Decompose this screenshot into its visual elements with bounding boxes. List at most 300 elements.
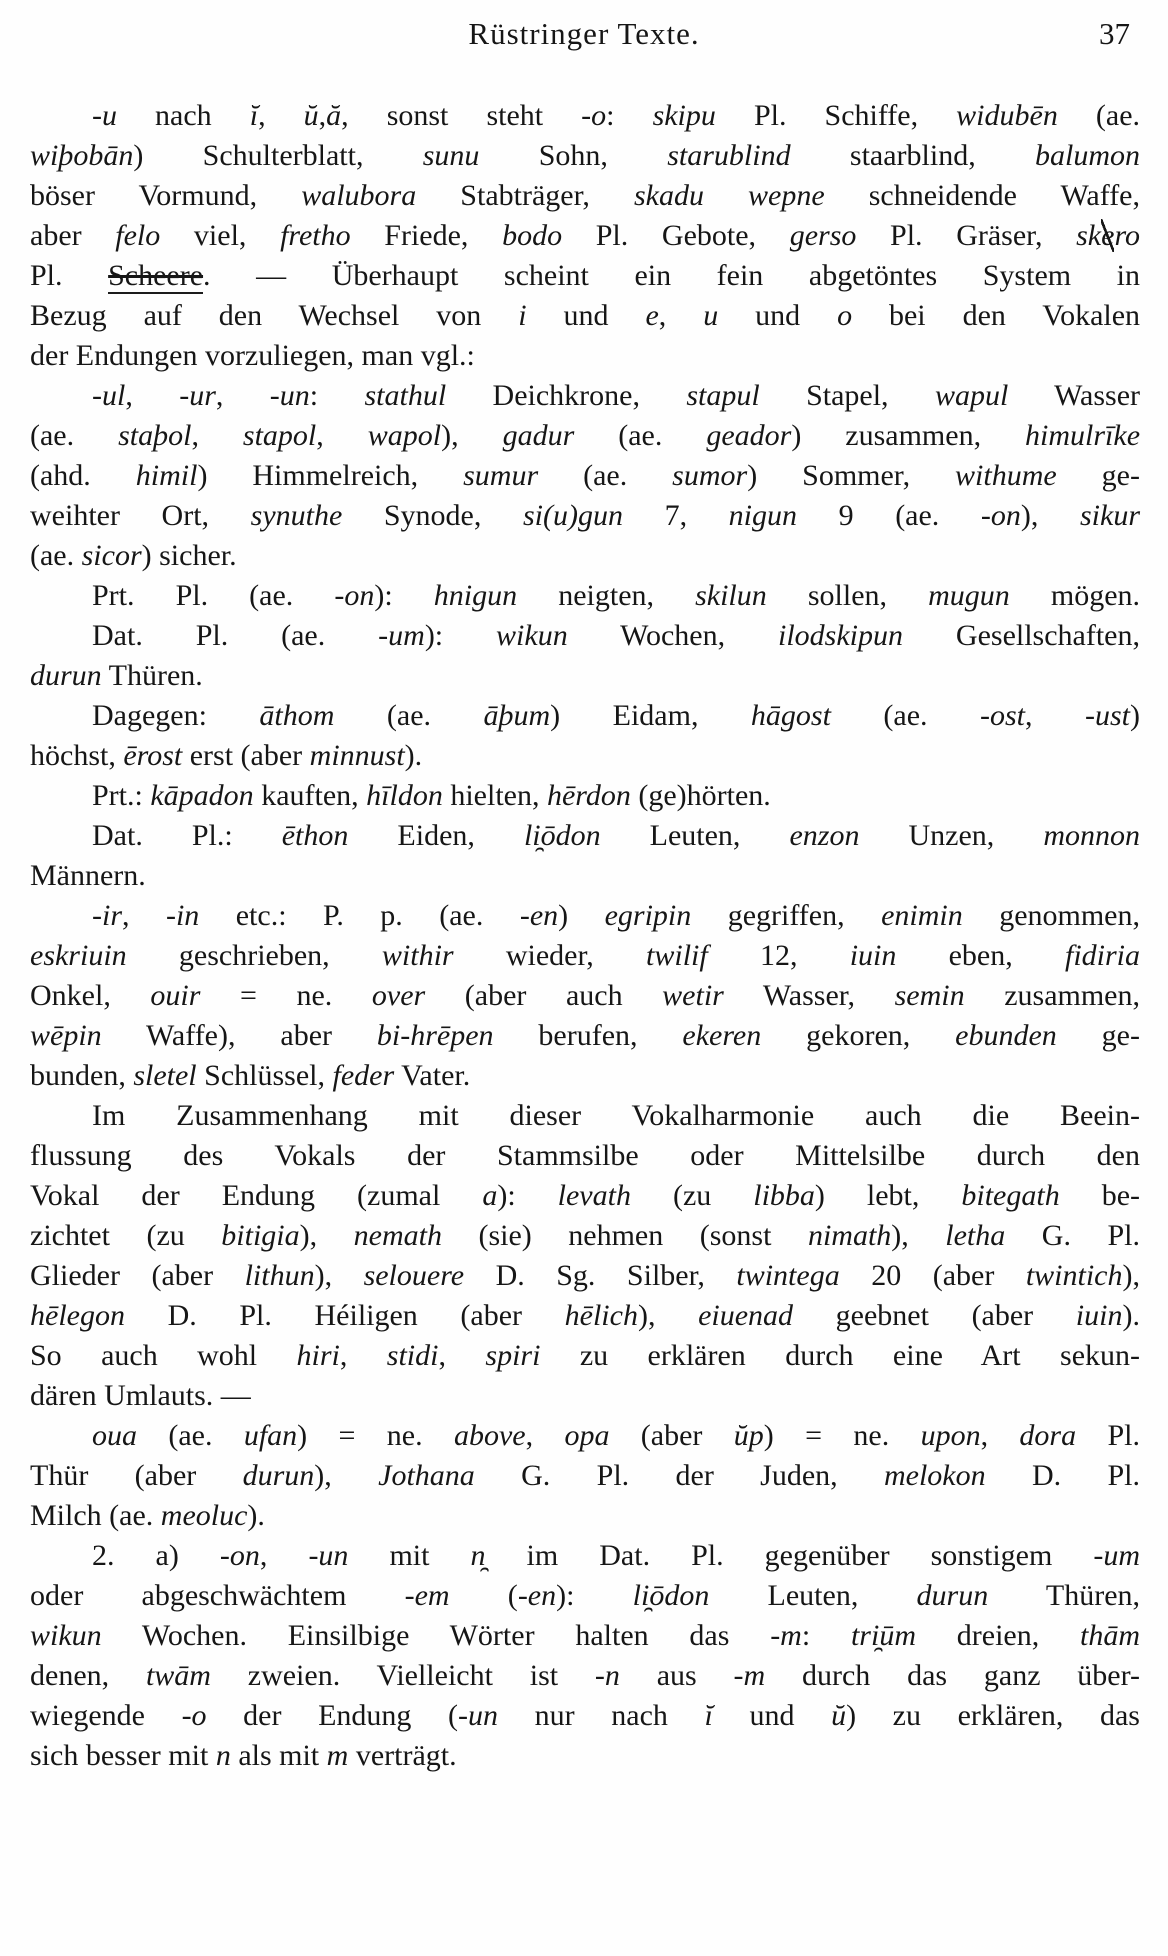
- plain-text: :: [801, 1619, 851, 1652]
- italic-text: ufan: [243, 1419, 298, 1452]
- italic-text: -um: [378, 619, 425, 652]
- text-line: [30, 1576, 1140, 1616]
- plain-text: 9 (ae.: [797, 499, 981, 532]
- italic-text: sletel: [133, 1059, 197, 1092]
- italic-text: -m: [770, 1619, 802, 1652]
- plain-text: ,: [259, 1539, 309, 1572]
- italic-text: oua: [92, 1419, 137, 1452]
- plain-text: Pl. Schiffe,: [715, 99, 957, 132]
- italic-text: dora: [1019, 1419, 1077, 1452]
- text-line: [30, 336, 1140, 376]
- plain-text: ),: [637, 1299, 699, 1332]
- italic-text: stidi: [386, 1339, 439, 1372]
- italic-text: skipu: [652, 99, 716, 132]
- italic-text: -on: [980, 499, 1021, 532]
- plain-text: Waffe), aber: [101, 1019, 377, 1052]
- plain-text: der Endungen vorzuliegen, man vgl.:: [30, 339, 475, 372]
- plain-text: gekoren,: [761, 1019, 956, 1052]
- italic-text: i: [518, 299, 527, 332]
- italic-text: gerso: [789, 219, 857, 252]
- plain-text: (sie) nehmen (sonst: [441, 1219, 808, 1252]
- plain-text: geebnet (aber: [793, 1299, 1076, 1332]
- italic-text: balumon: [1035, 139, 1140, 172]
- plain-text: Schlüssel,: [196, 1059, 333, 1092]
- italic-text: himil: [135, 459, 198, 492]
- italic-text: stapol: [242, 419, 317, 452]
- text-line: [30, 936, 1140, 976]
- plain-text: ),: [314, 1459, 379, 1492]
- text-line: [30, 216, 1140, 256]
- text-line: [30, 416, 1140, 456]
- italic-text: durun: [916, 1579, 989, 1612]
- italic-text: opa: [564, 1419, 610, 1452]
- italic-text: -ost: [980, 699, 1026, 732]
- italic-text: wapol: [367, 419, 442, 452]
- plain-text: D. Pl.: [985, 1459, 1140, 1492]
- plain-text: Wochen. Einsilbige Wörter halten das: [101, 1619, 771, 1652]
- plain-text: ,: [318, 99, 327, 132]
- plain-text: und: [526, 299, 646, 332]
- italic-text: o: [837, 299, 853, 332]
- italic-text: twintega: [736, 1259, 840, 1292]
- plain-text: kauften,: [253, 779, 367, 812]
- plain-text: be-: [1059, 1179, 1140, 1212]
- italic-text: āthom: [259, 699, 335, 732]
- text-line: [30, 1056, 1140, 1096]
- plain-text: viel,: [160, 219, 281, 252]
- italic-text: -em: [404, 1579, 450, 1612]
- plain-text: ).: [247, 1499, 265, 1532]
- italic-text: -on: [334, 579, 375, 612]
- italic-text: si(u)gun: [522, 499, 623, 532]
- plain-text: . — Überhaupt scheint ein fein abgetöntes System in: [203, 259, 1141, 292]
- italic-text: nigun: [728, 499, 797, 532]
- plain-text: ,: [438, 1339, 486, 1372]
- plain-text: ,: [525, 1419, 565, 1452]
- italic-text: ŭ: [831, 1699, 847, 1732]
- italic-text: -on: [219, 1539, 260, 1572]
- plain-text: ) Himmelreich,: [197, 459, 464, 492]
- italic-text: ŭp: [733, 1419, 764, 1452]
- plain-text: sich besser mit: [30, 1739, 216, 1772]
- plain-text: ,: [316, 419, 368, 452]
- italic-text: nemath: [353, 1219, 442, 1252]
- italic-text: sumur: [463, 459, 539, 492]
- plain-text: Leuten,: [600, 819, 790, 852]
- italic-text: ouir: [150, 979, 201, 1012]
- italic-text: lithun: [244, 1259, 315, 1292]
- text-line: [30, 1176, 1140, 1216]
- italic-text: -ul: [92, 379, 126, 412]
- plain-text: der Endung (: [206, 1699, 459, 1732]
- italic-text: -ir: [92, 899, 122, 932]
- plain-text: Synode,: [342, 499, 523, 532]
- plain-text: und: [718, 299, 838, 332]
- plain-text: Onkel,: [30, 979, 151, 1012]
- italic-text: iuin: [1075, 1299, 1123, 1332]
- plain-text: (ae.: [574, 419, 707, 452]
- plain-text: Männern.: [30, 859, 146, 892]
- plain-text: zu erklären durch eine Art sekun-: [540, 1339, 1140, 1372]
- italic-text: starublind: [667, 139, 791, 172]
- text-line: [30, 136, 1140, 176]
- italic-text: -o: [581, 99, 607, 132]
- plain-text: gegriffen,: [691, 899, 882, 932]
- italic-text: ă: [326, 99, 342, 132]
- plain-text: Deichkrone,: [446, 379, 687, 412]
- italic-text: e: [1101, 219, 1115, 252]
- text-line: [30, 1456, 1140, 1496]
- italic-text: n̯: [470, 1539, 486, 1572]
- italic-text: durun: [30, 659, 102, 692]
- plain-text: bunden,: [30, 1059, 134, 1092]
- plain-text: ) = ne.: [297, 1419, 454, 1452]
- plain-text: ):: [424, 619, 497, 652]
- plain-text: Pl.: [1076, 1419, 1140, 1452]
- italic-text: bi-hrēpen: [376, 1019, 494, 1052]
- plain-text: erst (aber: [182, 739, 310, 772]
- plain-text: :: [606, 99, 653, 132]
- italic-text: felo: [115, 219, 161, 252]
- italic-text: hiri: [296, 1339, 340, 1372]
- italic-text: mugun: [928, 579, 1010, 612]
- plain-text: (ae.: [1057, 99, 1141, 132]
- italic-text: nimath: [807, 1219, 892, 1252]
- plain-text: eben,: [896, 939, 1065, 972]
- italic-text: m: [326, 1739, 349, 1772]
- plain-text: G. Pl.: [1005, 1219, 1140, 1252]
- plain-text: 2. a): [92, 1539, 220, 1572]
- text-line: [30, 176, 1140, 216]
- plain-text: ) = ne.: [763, 1419, 921, 1452]
- italic-text: synuthe: [250, 499, 343, 532]
- body-text: [30, 96, 1140, 1776]
- plain-text: (zu: [630, 1179, 754, 1212]
- plain-text: berufen,: [493, 1019, 683, 1052]
- italic-text: sk: [1076, 219, 1102, 252]
- plain-text: D. Pl. Héiligen (aber: [124, 1299, 565, 1332]
- plain-text: Milch (ae.: [30, 1499, 161, 1532]
- text-line: [30, 1496, 1140, 1536]
- plain-text: ,: [191, 419, 243, 452]
- plain-text: Pl. Gräser,: [856, 219, 1077, 252]
- italic-text: gadur: [502, 419, 575, 452]
- plain-text: Thüren,: [988, 1579, 1141, 1612]
- plain-text: höchst,: [30, 739, 124, 772]
- text-line: [30, 536, 1140, 576]
- italic-text: kāpadon: [150, 779, 254, 812]
- italic-text: twilif: [646, 939, 708, 972]
- italic-text: li̯ōdon: [523, 819, 601, 852]
- plain-text: Thüren.: [101, 659, 203, 692]
- text-line: [30, 1096, 1140, 1136]
- italic-text: widubēn: [956, 99, 1058, 132]
- plain-text: weihter Ort,: [30, 499, 251, 532]
- text-line: [30, 856, 1140, 896]
- handwritten-strike-text: Scheere: [108, 259, 204, 292]
- italic-text: ĭ: [704, 1699, 713, 1732]
- italic-text: -ust: [1085, 699, 1130, 732]
- plain-text: zichtet (zu: [30, 1219, 222, 1252]
- italic-text: sikur: [1080, 499, 1140, 532]
- italic-text: skilun: [695, 579, 767, 612]
- italic-text: hāgost: [750, 699, 831, 732]
- text-line: [30, 1696, 1140, 1736]
- italic-text: monnon: [1043, 819, 1140, 852]
- plain-text: :: [309, 379, 365, 412]
- plain-text: Dat. Pl. (ae.: [92, 619, 379, 652]
- plain-text: ),: [891, 1219, 946, 1252]
- italic-text: libba: [753, 1179, 815, 1212]
- plain-text: ),: [1122, 1259, 1140, 1292]
- italic-text: enimin: [881, 899, 963, 932]
- text-line: [30, 256, 1140, 296]
- italic-text: li̯ōdon: [632, 1579, 710, 1612]
- plain-text: (ae.: [30, 539, 82, 572]
- italic-text: -ur: [179, 379, 216, 412]
- italic-text: ērost: [123, 739, 183, 772]
- plain-text: aus: [619, 1659, 734, 1692]
- plain-text: (ae.: [137, 1419, 244, 1452]
- plain-text: ,: [980, 1419, 1020, 1452]
- italic-text: stathul: [364, 379, 447, 412]
- text-line: [30, 776, 1140, 816]
- italic-text: wikun: [30, 1619, 102, 1652]
- italic-text: himulrīke: [1025, 419, 1141, 452]
- italic-text: eskriuin: [30, 939, 127, 972]
- plain-text: geschrieben,: [126, 939, 382, 972]
- italic-text: u: [703, 299, 719, 332]
- italic-text: feder: [332, 1059, 395, 1092]
- plain-text: schneidende Waffe,: [824, 179, 1140, 212]
- italic-text: ekeren: [682, 1019, 762, 1052]
- italic-text: āþum: [483, 699, 551, 732]
- italic-text: -en: [517, 1579, 557, 1612]
- text-line: [30, 1536, 1140, 1576]
- plain-text: Unzen,: [859, 819, 1044, 852]
- plain-text: Pl. Gebote,: [562, 219, 790, 252]
- plain-text: 12,: [707, 939, 850, 972]
- plain-text: genommen,: [962, 899, 1140, 932]
- italic-text: ilodskipun: [778, 619, 904, 652]
- italic-text: wikun: [496, 619, 568, 652]
- text-line: [30, 1296, 1140, 1336]
- italic-text: wēpin: [30, 1019, 102, 1052]
- italic-text: iuin: [849, 939, 897, 972]
- text-line: [30, 576, 1140, 616]
- plain-text: mit: [348, 1539, 471, 1572]
- text-line: [30, 1416, 1140, 1456]
- text-line: [30, 456, 1140, 496]
- plain-text: verträgt.: [348, 1739, 457, 1772]
- plain-text: Dat. Pl.:: [92, 819, 282, 852]
- plain-text: D. Sg. Silber,: [464, 1259, 737, 1292]
- plain-text: ): [558, 899, 605, 932]
- plain-text: (ae.: [830, 699, 981, 732]
- plain-text: (ae.: [538, 459, 673, 492]
- italic-text: letha: [945, 1219, 1006, 1252]
- text-line: [30, 736, 1140, 776]
- text-line: [30, 1336, 1140, 1376]
- text-line: [30, 1376, 1140, 1416]
- text-line: [30, 816, 1140, 856]
- text-line: [30, 1656, 1140, 1696]
- plain-text: ,: [339, 1339, 387, 1372]
- plain-text: neigten,: [517, 579, 696, 612]
- plain-text: (: [449, 1579, 518, 1612]
- italic-text: durun: [242, 1459, 315, 1492]
- plain-text: (ahd.: [30, 459, 136, 492]
- plain-text: böser Vormund,: [30, 179, 302, 212]
- plain-text: etc.: P. p. (ae.: [199, 899, 520, 932]
- plain-text: ) lebt,: [814, 1179, 962, 1212]
- italic-text: sumor: [672, 459, 748, 492]
- italic-text: -un: [458, 1699, 499, 1732]
- italic-text: ĭ: [249, 99, 259, 132]
- italic-text: wetir: [662, 979, 724, 1012]
- italic-text: enzon: [789, 819, 860, 852]
- plain-text: ,: [125, 379, 180, 412]
- plain-text: Thür (aber: [30, 1459, 243, 1492]
- text-line: [30, 1736, 1140, 1776]
- plain-text: ,: [122, 899, 166, 932]
- italic-text: selouere: [363, 1259, 465, 1292]
- italic-text: over: [371, 979, 426, 1012]
- plain-text: dreien,: [915, 1619, 1080, 1652]
- plain-text: = ne.: [200, 979, 372, 1012]
- page-header: [0, 0, 1168, 68]
- plain-text: (aber: [609, 1419, 734, 1452]
- italic-text: n: [215, 1739, 231, 1772]
- italic-text: e: [645, 299, 659, 332]
- plain-text: hielten,: [442, 779, 547, 812]
- italic-text: -m: [733, 1659, 766, 1692]
- plain-text: mögen.: [1009, 579, 1141, 612]
- text-line: [30, 1616, 1140, 1656]
- plain-text: Wasser,: [723, 979, 895, 1012]
- plain-text: So auch wohl: [30, 1339, 297, 1372]
- text-line: [30, 696, 1140, 736]
- text-line: [30, 496, 1140, 536]
- plain-text: Dagegen:: [92, 699, 260, 732]
- plain-text: ):: [556, 1579, 633, 1612]
- plain-text: Prt.:: [92, 779, 151, 812]
- italic-text: bodo: [502, 219, 563, 252]
- plain-text: ):: [374, 579, 434, 612]
- plain-text: Wochen,: [567, 619, 779, 652]
- italic-text: above: [453, 1419, 526, 1452]
- italic-text: melokon: [883, 1459, 986, 1492]
- italic-text: withume: [955, 459, 1057, 492]
- italic-text: -in: [165, 899, 200, 932]
- plain-text: Stabträger,: [416, 179, 634, 212]
- plain-text: ,: [258, 99, 304, 132]
- plain-text: Stapel,: [759, 379, 935, 412]
- italic-text: -n: [594, 1659, 620, 1692]
- plain-text: (ge)hörten.: [630, 779, 771, 812]
- italic-text: -o: [181, 1699, 207, 1732]
- plain-text: Leuten,: [709, 1579, 917, 1612]
- plain-text: (ae.: [334, 699, 484, 732]
- plain-text: ):: [497, 1179, 558, 1212]
- italic-text: egripin: [604, 899, 692, 932]
- plain-text: nur nach: [498, 1699, 705, 1732]
- plain-text: sollen,: [766, 579, 929, 612]
- plain-text: ).: [1122, 1299, 1140, 1332]
- plain-text: ),: [1020, 499, 1080, 532]
- plain-text: ge-: [1056, 459, 1140, 492]
- plain-text: Vokal der Endung (zumal: [30, 1179, 483, 1212]
- italic-text: twintich: [1025, 1259, 1123, 1292]
- italic-text: a: [482, 1179, 498, 1212]
- text-line: [30, 976, 1140, 1016]
- italic-text: staþol: [118, 419, 192, 452]
- italic-text: -un: [308, 1539, 349, 1572]
- plain-text: und: [712, 1699, 832, 1732]
- plain-text: als mit: [230, 1739, 327, 1772]
- plain-text: nach: [117, 99, 250, 132]
- text-line: [30, 376, 1140, 416]
- italic-text: hērdon: [546, 779, 631, 812]
- plain-text: ),: [441, 419, 503, 452]
- italic-text: eiuenad: [698, 1299, 794, 1332]
- plain-text: Prt. Pl. (ae.: [92, 579, 335, 612]
- italic-text: -un: [269, 379, 310, 412]
- plain-text: 7,: [622, 499, 729, 532]
- italic-text: sunu: [422, 139, 480, 172]
- text-line: [30, 1256, 1140, 1296]
- plain-text: 20 (aber: [839, 1259, 1026, 1292]
- italic-text: ro: [1114, 219, 1140, 252]
- plain-text: Vater.: [394, 1059, 471, 1092]
- italic-text: skadu wepne: [633, 179, 825, 212]
- plain-text: Glieder (aber: [30, 1259, 245, 1292]
- running-title: Rüstringer Texte.: [468, 16, 700, 51]
- plain-text: ge-: [1056, 1019, 1140, 1052]
- italic-text: sicor: [81, 539, 142, 572]
- italic-text: geador: [706, 419, 792, 452]
- text-line: [30, 1216, 1140, 1256]
- italic-text: tri̯ūm: [850, 1619, 916, 1652]
- italic-text: minnust: [309, 739, 405, 772]
- plain-text: Im Zusammenhang mit dieser Vokalharmonie auch die Beein-: [92, 1099, 1140, 1132]
- text-line: [30, 656, 1140, 696]
- italic-text: fidiria: [1064, 939, 1140, 972]
- plain-text: im Dat. Pl. gegenüber sonstigem: [485, 1539, 1094, 1572]
- plain-text: bei den Vokalen: [852, 299, 1141, 332]
- italic-text: hēlegon: [30, 1299, 125, 1332]
- italic-text: -en: [519, 899, 559, 932]
- italic-text: wiþobān: [30, 139, 134, 172]
- text-line: [30, 616, 1140, 656]
- plain-text: flussung des Vokals der Stammsilbe oder Mittelsilbe durch den: [30, 1139, 1140, 1172]
- plain-text: G. Pl. der Juden,: [474, 1459, 884, 1492]
- plain-text: (ae.: [30, 419, 119, 452]
- italic-text: walubora: [301, 179, 417, 212]
- text-line: [30, 296, 1140, 336]
- italic-text: stapul: [686, 379, 760, 412]
- italic-text: hīldon: [366, 779, 443, 812]
- plain-text: Wasser: [1008, 379, 1141, 412]
- italic-text: hnigun: [433, 579, 518, 612]
- plain-text: durch das ganz über-: [765, 1659, 1141, 1692]
- plain-text: ) sicher.: [141, 539, 237, 572]
- italic-text: ebunden: [955, 1019, 1057, 1052]
- italic-text: bitegath: [961, 1179, 1060, 1212]
- plain-text: Friede,: [350, 219, 503, 252]
- plain-text: Sohn,: [479, 139, 668, 172]
- text-line: [30, 896, 1140, 936]
